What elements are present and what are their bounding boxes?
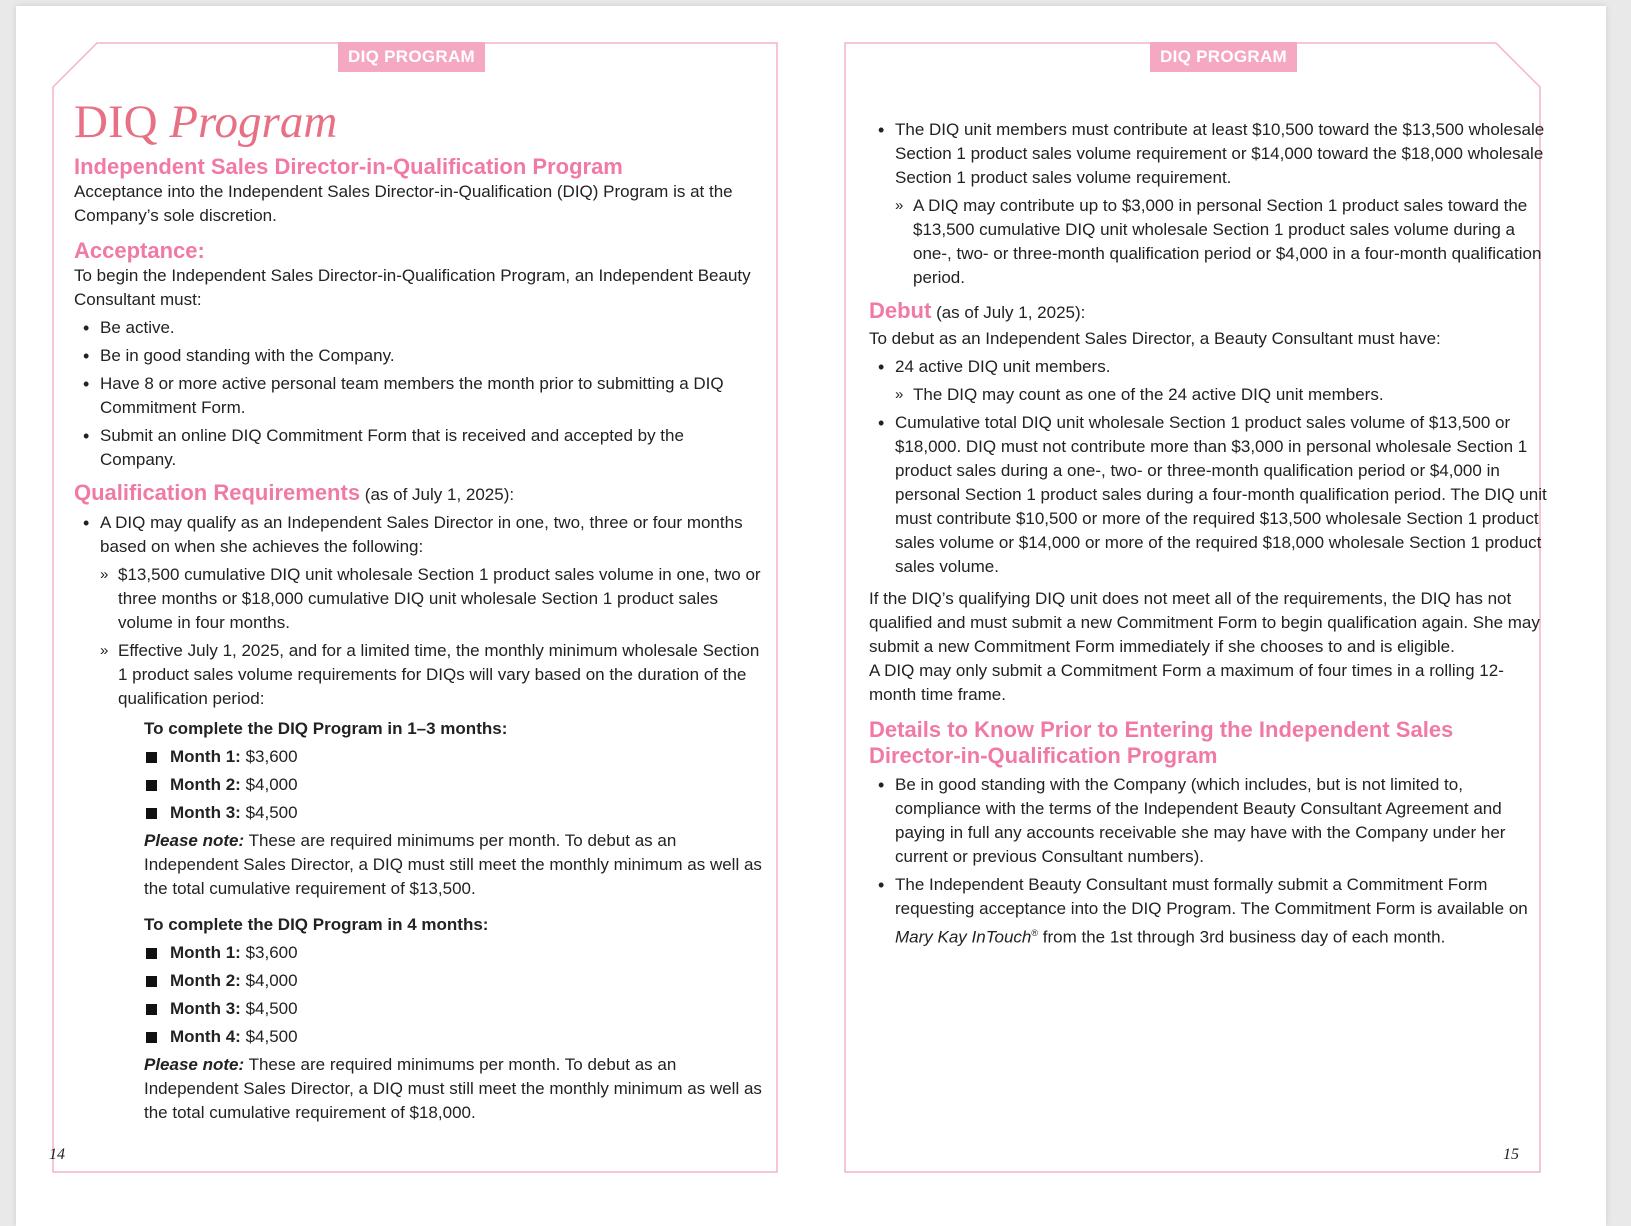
list-item: • Be in good standing with the Company. — [74, 344, 764, 368]
qualification-heading-row — [74, 480, 764, 507]
note-label: Please note: — [144, 831, 245, 850]
paragraph-acceptance-intro: To begin the Independent Sales Director-in-Qualification Program, an Independent Beauty Consultant must: — [74, 266, 751, 309]
sub-list-item: » The DIQ may count as one of the 24 active DIQ unit members. — [895, 383, 1549, 407]
heading-qualification-requirements: Qualification Requirements — [74, 480, 361, 505]
page-number-right: 15 — [1503, 1146, 1519, 1163]
heading-debut: Debut — [869, 298, 932, 323]
month-item — [144, 941, 764, 965]
note-text: These are required minimums per month. To debut as an Independent Sales Director, a DIQ must still meet the monthly minimum as well as the total cumulative requirement of $13,500. — [144, 831, 762, 898]
heading-dsiq-program: Independent Sales Director-in-Qualification Program — [74, 154, 623, 179]
list-item-text: The DIQ unit members must contribute at least $10,500 toward the $13,500 wholesale Section 1 product sales volume requirement or $14,000 toward the $18,000 wholesale Section 1 product sales volume requirement. — [895, 120, 1545, 187]
document-spread — [16, 6, 1606, 1226]
qualification-list — [74, 511, 764, 1125]
qualification-sublist — [100, 563, 764, 1125]
list-item: • Be active. — [74, 316, 764, 340]
month-value: $4,500 — [245, 1027, 298, 1046]
month-label: Month 1: — [170, 943, 241, 962]
left-content — [74, 94, 764, 1125]
debut-sublist — [895, 383, 1549, 407]
note-text: These are required minimums per month. To debut as an Independent Sales Director, a DIQ must still meet the monthly minimum as well as the total cumulative requirement of $18,000. — [144, 1055, 762, 1122]
heading-details-to-know: Details to Know Prior to Entering the Independent Sales Director-in-Qualification Program — [869, 717, 1454, 768]
page-right — [811, 6, 1606, 1226]
page-left — [16, 6, 811, 1226]
list-item-text-post: from the 1st through 3rd business day of each month. — [1038, 927, 1446, 947]
section-tab: DIQ PROGRAM — [338, 42, 485, 72]
registered-mark: ® — [1031, 928, 1039, 938]
right-content — [869, 114, 1549, 950]
list-item — [869, 118, 1549, 290]
contribution-sublist — [895, 194, 1549, 290]
month-label: Month 3: — [170, 803, 241, 822]
list-item — [74, 511, 764, 1125]
month-value: $4,000 — [245, 971, 298, 990]
as-of-date: (as of July 1, 2025): — [364, 485, 515, 504]
month-value: $4,000 — [245, 775, 298, 794]
block-heading-1-3-months: To complete the DIQ Program in 1–3 months: — [144, 719, 508, 738]
month-label: Month 4: — [170, 1027, 241, 1046]
heading-acceptance: Acceptance: — [74, 238, 205, 263]
page-title — [74, 94, 764, 150]
debut-list — [869, 355, 1549, 579]
as-of-date: (as of July 1, 2025): — [936, 303, 1086, 322]
month-item — [144, 745, 764, 769]
details-list — [869, 773, 1549, 950]
paragraph-requalify: If the DIQ’s qualifying DIQ unit does not meet all of the requirements, the DIQ has not qualified and must submit a new Commitment Form to begin qualification again. She may submit a new Commitment Form immediately if she chooses to and is eligible. — [869, 589, 1540, 656]
paragraph-debut-intro: To debut as an Independent Sales Director, a Beauty Consultant must have: — [869, 329, 1441, 348]
month-item — [144, 997, 764, 1021]
month-item — [144, 1025, 764, 1049]
intouch-name: Mary Kay InTouch — [895, 927, 1032, 947]
paragraph-acceptance-discretion: Acceptance into the Independent Sales Director-in-Qualification (DIQ) Program is at the Company’s sole discretion. — [74, 182, 733, 225]
month-label: Month 3: — [170, 999, 241, 1018]
list-item: • Have 8 or more active personal team members the month prior to submitting a DIQ Commitment Form. — [74, 372, 764, 420]
sub-list-item — [100, 639, 764, 1125]
month-value: $4,500 — [245, 803, 298, 822]
month-value: $4,500 — [245, 999, 298, 1018]
months-list-1-3 — [144, 745, 764, 825]
month-label: Month 2: — [170, 775, 241, 794]
list-item-text-pre: The Independent Beauty Consultant must formally submit a Commitment Form requesting acceptance into the DIQ Program. The Commitment Form is available on — [895, 875, 1528, 918]
section-tab: DIQ PROGRAM — [1150, 42, 1297, 72]
month-item — [144, 969, 764, 993]
month-blocks — [144, 717, 764, 1125]
list-item — [869, 355, 1549, 407]
contribution-list — [869, 118, 1549, 290]
page-title-plain: DIQ — [74, 96, 158, 148]
month-label: Month 1: — [170, 747, 241, 766]
list-item: • Be in good standing with the Company (which includes, but is not limited to, compliance with the terms of the Independent Beauty Consultant Agreement and paying in full any accounts receivable she may have with the Company under her current or previous Consultant numbers). — [869, 773, 1549, 869]
month-item — [144, 773, 764, 797]
paragraph-max-submissions: A DIQ may only submit a Commitment Form a maximum of four times in a rolling 12-month time frame. — [869, 661, 1504, 704]
months-list-4 — [144, 941, 764, 1049]
month-item — [144, 801, 764, 825]
block-heading-4-months: To complete the DIQ Program in 4 months: — [144, 915, 489, 934]
month-value: $3,600 — [245, 943, 298, 962]
sub-list-item: » $13,500 cumulative DIQ unit wholesale Section 1 product sales volume in one, two or three months or $18,000 cumulative DIQ unit wholesale Section 1 product sales volume in four months. — [100, 563, 764, 635]
list-item-text: 24 active DIQ unit members. — [895, 357, 1111, 376]
please-note-2 — [144, 1053, 764, 1125]
sub-list-item: » A DIQ may contribute up to $3,000 in personal Section 1 product sales toward the $13,500 cumulative DIQ unit wholesale Section 1 product sales volume during a one-, two- or three-month qualification period or $4,000 in a four-month qualification period. — [895, 194, 1549, 290]
month-label: Month 2: — [170, 971, 241, 990]
please-note-1 — [144, 829, 764, 901]
list-item — [869, 873, 1549, 950]
page-title-italic: Program — [169, 96, 338, 148]
note-label: Please note: — [144, 1055, 245, 1074]
list-item: • Cumulative total DIQ unit wholesale Section 1 product sales volume of $13,500 or $18,000. DIQ must not contribute more than $3,000 in personal wholesale Section 1 product sales during a one-, two- or three-month qualification period or $4,000 in personal Section 1 product sales during a four-month qualification period. The DIQ unit must contribute $10,500 or more of the required $13,500 wholesale Section 1 product sales volume or $14,000 or more of the required $18,000 wholesale Section 1 product sales volume. — [869, 411, 1549, 579]
list-item-text: A DIQ may qualify as an Independent Sales Director in one, two, three or four months based on when she achieves the following: — [100, 513, 743, 556]
month-value: $3,600 — [245, 747, 298, 766]
page-number-left: 14 — [49, 1146, 65, 1163]
debut-heading-row — [869, 298, 1549, 325]
list-item: • Submit an online DIQ Commitment Form that is received and accepted by the Company. — [74, 424, 764, 472]
acceptance-list — [74, 316, 764, 472]
sub-list-item-text: Effective July 1, 2025, and for a limited time, the monthly minimum wholesale Section 1 product sales volume requirements for DIQs will vary based on the duration of the qualification period: — [118, 641, 760, 708]
